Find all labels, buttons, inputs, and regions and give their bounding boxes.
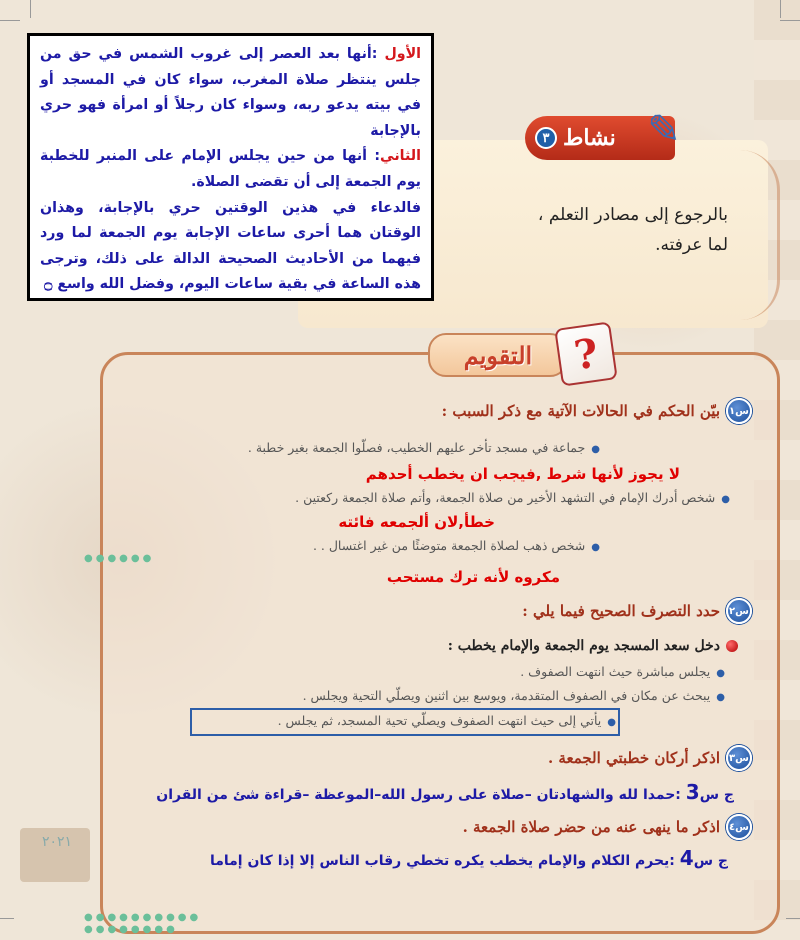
crop-mark <box>780 20 800 21</box>
decorative-dots: ●●●●●●●● <box>84 924 178 935</box>
page-number-tab <box>20 828 90 882</box>
crop-mark <box>780 0 781 18</box>
q3-answer-prefix: ج س <box>699 787 734 803</box>
conclusion-text: فالدعاء في هذين الوقتين حري بالإجابة، وهذان الوقتان هما أحرى ساعات الإجابة يوم الجمعة لما ورد فيهما من الأحاديث الصحيحة الدالة على ذلك، وترجى هذه الساعة في بقية ساعات اليوم، وفضل الله واسع ۝ <box>40 199 421 293</box>
answer-overlay <box>27 33 434 301</box>
q2-option-2: ● يبحث عن مكان في الصفوف المتقدمة، ويوسع بين اثنين ويصلّي التحية ويجلس . <box>303 688 725 703</box>
second-text: : أنها من حين يجلس الإمام على المنبر للخطبة يوم الجمعة إلى أن تقضى الصلاة. <box>40 148 421 190</box>
evaluation-title: التقويم <box>428 333 568 377</box>
q2-option-3: ● يأتي إلى حيث انتهت الصفوف ويصلّي تحية المسجد، ثم يجلس . <box>278 713 616 728</box>
question-2 <box>522 598 752 624</box>
q1-answer-1: لا يجوز لأنها شرط ,فيجب ان يخطب أحدهم <box>365 465 680 483</box>
decorative-dots: ●●●●●●●●●● <box>84 912 202 923</box>
crop-mark <box>0 20 20 21</box>
activity-text-line1: بالرجوع إلى مصادر التعلم ، <box>537 205 728 225</box>
question-2-icon: س٢ <box>726 598 752 624</box>
question-1 <box>442 398 752 424</box>
q2-subprompt-text: دخل سعد المسجد يوم الجمعة والإمام يخطب : <box>447 638 720 654</box>
question-2-prompt: حدد التصرف الصحيح فيما يلي : <box>522 602 720 620</box>
first-text: :أنها بعد العصر إلى غروب الشمس في حق من جلس ينتظر صلاة المغرب، سواء كان في المسجد أو في بيته يدعو ربه، وسواء كان رجلاً أو امرأة فهو حري بالإجابة <box>40 46 421 139</box>
decorative-swirl <box>720 150 780 320</box>
activity-text-line2: لما عرفته. <box>655 235 728 255</box>
evaluation-header <box>428 325 628 385</box>
q3-answer-number: 3 <box>685 780 700 804</box>
q3-answer <box>156 780 734 804</box>
crop-mark <box>0 918 14 919</box>
q1-item-3: ● شخص ذهب لصلاة الجمعة متوضئًا من غير اغتسال . . <box>313 538 600 553</box>
question-1-icon: س١ <box>726 398 752 424</box>
q1-answer-2: خطأ,لان ألجمعه فائته <box>338 513 495 531</box>
q4-answer-text: :يحرم الكلام والإمام يخطب يكره تخطي رقاب الناس إلا إذا كان إماما <box>209 853 680 869</box>
activity-label: نشاط <box>563 125 616 151</box>
q4-answer-number: 4 <box>679 846 694 870</box>
q1-item-1: ● جماعة في مسجد تأخر عليهم الخطيب، فصلّوا الجمعة بغير خطبة . <box>248 440 600 455</box>
page-tab-text: ٢٠٢١ <box>42 834 73 850</box>
q2-subprompt <box>448 638 738 654</box>
q2-option-1: ● يجلس مباشرة حيث انتهت الصفوف . <box>520 664 725 679</box>
q1-answer-3: مكروه لأنه ترك مستحب <box>386 568 560 586</box>
crop-mark <box>786 918 800 919</box>
decorative-dots: ●●●●●● <box>84 553 155 564</box>
second-label: الثاني <box>380 148 421 165</box>
pen-paper-icon: ✎ <box>647 107 681 153</box>
first-label: الأول <box>384 46 421 62</box>
question-4-prompt: اذكر ما ينهى عنه من حضر صلاة الجمعة . <box>462 818 720 836</box>
q1-item-2: ● شخص أدرك الإمام في التشهد الأخير من صلاة الجمعة، وأتم صلاة الجمعة ركعتين . <box>295 490 730 505</box>
question-mark-icon: ? <box>554 321 618 386</box>
activity-number: ٣ <box>535 127 557 149</box>
red-bullet-icon <box>726 640 738 652</box>
question-3-icon: س٣ <box>726 745 752 771</box>
question-1-prompt: بيّن الحكم في الحالات الآتية مع ذكر السبب : <box>441 402 720 420</box>
q4-answer-prefix: ج س <box>693 853 728 869</box>
question-3-prompt: اذكر أركان خطبتي الجمعة . <box>547 749 720 767</box>
question-3 <box>548 745 752 771</box>
activity-text <box>428 200 728 260</box>
q4-answer <box>210 846 728 870</box>
question-4 <box>463 814 752 840</box>
question-4-icon: س٤ <box>726 814 752 840</box>
crop-mark <box>30 0 31 18</box>
q3-answer-text: :حمدا لله والشهادتان –صلاة على رسول الله–الموعظة –قراءة شئ من القران <box>156 787 686 803</box>
